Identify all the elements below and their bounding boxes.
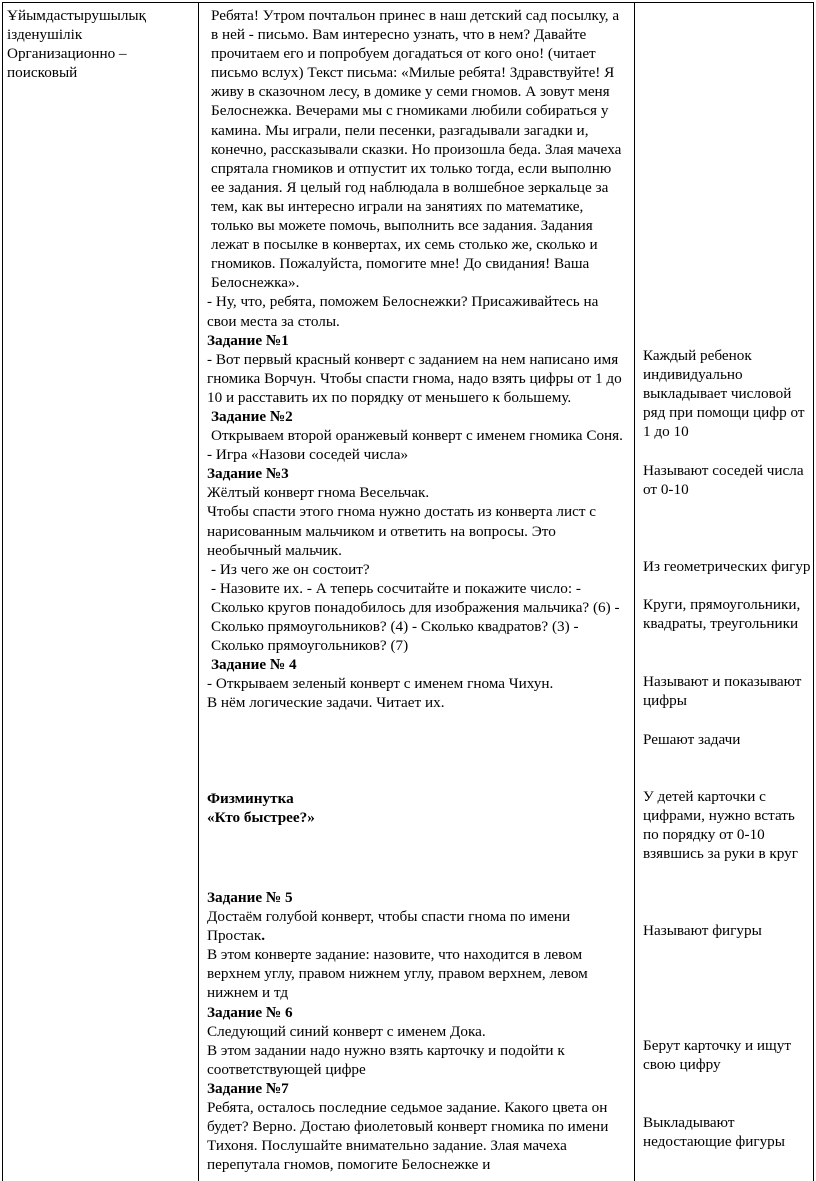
table-divider-1 (198, 2, 199, 1181)
response-7: У детей карточки с цифрами, нужно встать по порядку от 0-10 взявшись за руки в круг (643, 788, 799, 863)
task4-line1: - Открываем зеленый конверт с именем гнома Чихун. (207, 675, 554, 693)
task2-text: Открываем второй оранжевый конверт с именем гномика Соня. (211, 427, 623, 445)
response-2: Называют соседей числа от 0-10 (643, 462, 804, 499)
task6-line2: В этом задании надо нужно взять карточку и подойти к соответствующей цифре (207, 1041, 565, 1078)
task1-title: Задание №1 (207, 331, 289, 349)
task3-title: Задание №3 (207, 465, 289, 483)
response-3: Из геометрических фигур (643, 558, 811, 575)
task3-question1: - Из чего же он состоит? (211, 560, 370, 578)
invite-text: - Ну, что, ребята, поможем Белоснежки? Присаживайтесь на свои места за столы. (207, 293, 599, 330)
task5-line1 (207, 907, 627, 945)
task6-line1: Следующий синий конверт с именем Дока. (207, 1022, 486, 1040)
task2-title: Задание №2 (211, 407, 293, 425)
teacher-activity-column (207, 6, 627, 1181)
response-8: Называют фигуры (643, 922, 762, 939)
task5-line1-period: . (261, 927, 266, 945)
fizminutka-name: «Кто быстрее?» (207, 809, 315, 827)
task5-title: Задание № 5 (207, 889, 293, 906)
fizminutka-title: Физминутка (207, 790, 294, 807)
intro-letter: Ребята! Утром почтальон принес в наш детский сад посылку, а в ней - письмо. Вам интересно узнать, что в нем? Давайте прочитаем его и попробуем догадаться от кого оно! (читает письмо вслух) Текст письма: «Милые ребята! Здравствуйте! Я живу в сказочном лесу, в домике у семи гномов. А зовут меня Белоснежка. Вечерами мы с гномиками любили собираться у камина. Мы играли, пели песенки, разгадывали загадки и, конечно, рассказывали сказки. Но произошла беда. Злая мачеха спрятала гномиков и отпустит их только тогда, если выполню ее задания. Я целый год наблюдала в волшебное зеркальце за тем, как вы интересно играли на занятиях по математике, только вы можете помочь, выполнить все задания. Задания лежат в посылке в конвертах, их семь столько же, сколько и гномиков. Пожалуйста, помогите мне! До свидания! Ваша Белоснежка». (211, 7, 622, 292)
stage-name-kz: Ұйымдастырушылық ізденушілік (7, 7, 147, 44)
response-4: Круги, прямоугольники, квадраты, треугольники (643, 596, 801, 633)
response-10: Выкладывают недостающие фигуры (643, 1114, 785, 1151)
task2-game: - Игра «Назови соседей числа» (207, 446, 409, 464)
response-9: Берут карточку и ищут свою цифру (643, 1037, 791, 1074)
task3-line1: Жёлтый конверт гнома Весельчак. (207, 484, 430, 502)
task4-title: Задание № 4 (211, 656, 297, 674)
children-activity-column (643, 0, 813, 1181)
table-border-right (813, 2, 814, 1181)
task7-text: Ребята, осталось последние седьмое задание. Какого цвета он будет? Верно. Достаю фиолетовый конверт гномика по имени Тихоня. Послушайте внимательно задание. Злая мачеха перепутала гномов, помогите Белоснежке и (207, 1099, 609, 1174)
task3-line2: Чтобы спасти этого гнома нужно достать из конверта лист с нарисованным мальчиком и ответить на вопросы. Это необычный мальчик. (207, 503, 596, 559)
response-1: Каждый ребенок индивидуально выкладывает числовой ряд при помощи цифр от 1 до 10 (643, 347, 805, 441)
task1-text: - Вот первый красный конверт с заданием на нем написано имя гномика Ворчун. Чтобы спасти гнома, надо взять цифры от 1 до 10 и расставить их по порядку от меньшего к большему. (207, 350, 622, 406)
table-divider-2 (634, 2, 635, 1181)
task3-question2: - Назовите их. - А теперь сосчитайте и покажите число: - Сколько кругов понадобилось для изображения мальчика? (6) - Сколько прямоугольников? (4) - Сколько квадратов? (3) - Сколько прямоугольников? (7) (211, 579, 620, 655)
table-border-left (2, 2, 3, 1181)
response-6: Решают задачи (643, 731, 741, 748)
response-5: Называют и показывают цифры (643, 673, 802, 710)
task5-line2: В этом конверте задание: назовите, что находится в левом верхнем углу, правом нижнем углу, правом верхнем, левом нижнем и тд (207, 946, 588, 1002)
task5-line1-text: Достаём голубой конверт, чтобы спасти гнома по имени Простак (207, 908, 571, 945)
stage-column (7, 6, 193, 1181)
task4-line2: В нём логические задачи. Читает их. (207, 694, 445, 712)
task7-title: Задание №7 (207, 1079, 289, 1097)
task6-title: Задание № 6 (207, 1003, 293, 1021)
stage-name-ru: Организационно – поисковый (7, 45, 127, 82)
